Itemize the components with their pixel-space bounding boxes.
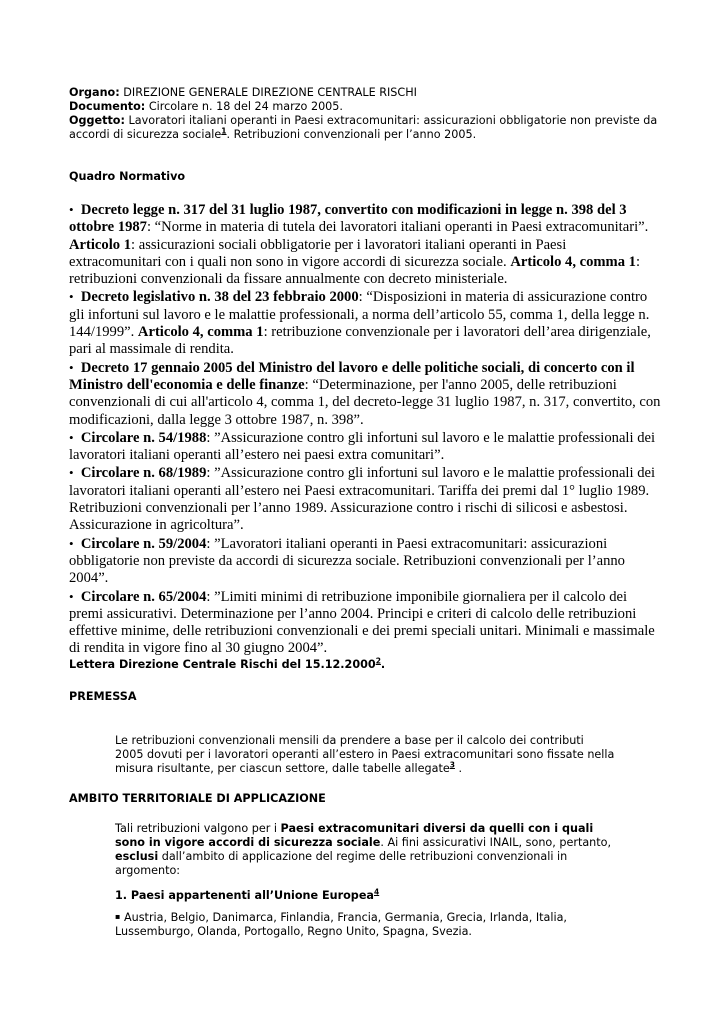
bullet-icon: • [69, 359, 74, 375]
norma-item: • Circolare n. 54/1988: ”Assicurazione contro gli infortuni sul lavoro e le malattie professionali dei lavoratori italiani operanti all’estero nei paesi extra comunitari”. [69, 429, 656, 464]
bullet-icon: • [69, 535, 74, 551]
footnote-link-4[interactable]: 4 [373, 887, 380, 897]
oggetto-value: Lavoratori italiani operanti in Paesi extracomunitari: assicurazioni obbligatorie non previste da accordi di sicurezza sociale [69, 114, 658, 141]
footnote-link-1[interactable]: 1 [221, 126, 227, 136]
square-bullet-icon: ▪ [115, 912, 121, 921]
norma-item: • Circolare n. 65/2004: ”Limiti minimi di retribuzione imponibile giornaliera per il calcolo dei premi assicurativi. Determinazione per l’anno 2004. Principi e criteri di calcolo delle retribuzioni effettive minime, delle retribuzioni convenzionali e dei premi speciali unitari. Minimali e massimale di rendita in vigore fino al 30 giugno 2004”. [69, 588, 655, 657]
footnote-link-3[interactable]: 3 [449, 760, 455, 770]
norma-item: • Circolare n. 68/1989: ”Assicurazione contro gli infortuni sul lavoro e le malattie professionali dei lavoratori italiani operanti all’estero nei Paesi extracomunitari. Tariffa dei premi dal 1° luglio 1989. Retribuzioni convenzionali per l’anno 1989. Assicurazione contro i rischi di silicosi e asbestosi. Assicurazione in agricoltura”. [69, 465, 656, 534]
oggetto-value-end: . Retribuzioni convenzionali per l’anno 2005. [226, 128, 477, 141]
oggetto-label: Oggetto: [69, 114, 125, 127]
bullet-icon: • [69, 289, 74, 305]
ambito-paragraph: Tali retribuzioni valgono per i Paesi extracomunitari diversi da quelli con i quali sono in vigore accordi di sicurezza sociale. Ai fini assicurativi INAIL, sono, pertanto, esclusi dall’ambito di applicazione del regime delle retribuzioni convenzionali in argomento: [115, 822, 612, 877]
footnote-link-2[interactable]: 2 [375, 656, 381, 666]
norma-item: • Decreto legislativo n. 38 del 23 febbraio 2000: “Disposizioni in materia di assicurazione contro gli infortuni sul lavoro e le malattie professionali, a norma dell’articolo 55, comma 1, della legge n. 144/1999”. Articolo 4, comma 1: retribuzione convenzionale per i lavoratori dell’area dirigenziale, pari al massimale di rendita. [69, 289, 651, 358]
ue-heading: 1. Paesi appartenenti all’Unione Europea$^4$ [115, 887, 380, 902]
norme-list [69, 201, 661, 658]
ambito-heading: AMBITO TERRITORIALE DI APPLICAZIONE [69, 792, 326, 805]
premessa-heading: PREMESSA [69, 690, 137, 703]
organo-value: DIREZIONE GENERALE DIREZIONE CENTRALE RISCHI [123, 86, 417, 99]
organo-label: Organo: [69, 86, 120, 99]
norma-item: • Decreto 17 gennaio 2005 del Ministro del lavoro e delle politiche sociali, di concerto con il Ministro dell'economia e delle finanze: “Determinazione, per l'anno 2005, delle retribuzioni convenzionali di cui all'articolo 4, comma 1, del decreto-legge 31 luglio 1987, n. 317, convertito, con modificazioni, dalla legge 3 ottobre 1987, n. 398”. [69, 359, 661, 428]
bullet-icon: • [69, 465, 74, 481]
organo-line [69, 86, 669, 100]
bullet-icon: • [69, 588, 74, 604]
quadro-normativo-heading: Quadro Normativo [69, 170, 186, 183]
documento-line [69, 100, 669, 114]
lettera-heading: Lettera Direzione Centrale Rischi del 15.12.2000$^2$. [69, 656, 386, 671]
documento-value: Circolare n. 18 del 24 marzo 2005. [148, 100, 343, 113]
premessa-paragraph: Le retribuzioni convenzionali mensili da prendere a base per il calcolo dei contributi 2005 dovuti per i lavoratori operanti all’estero in Paesi extracomunitari sono fissate nella misura risultante, per ciascun settore, dalle tabelle allegate$^3$ . [115, 734, 615, 775]
bullet-icon: • [69, 202, 74, 217]
norma-item: • Decreto legge n. 317 del 31 luglio 1987, convertito con modificazioni in legge n. 398 del 3 ottobre 1987: “Norme in materia di tutela dei lavoratori italiani operanti in Paesi extracomunitari”. Articolo 1: assicurazioni sociali obbligatorie per i lavoratori italiani operanti in Paesi extracomunitari con i quali non sono in vigore accordi di sicurezza sociale. Articolo 4, comma 1: retribuzioni convenzionali da fissare annualmente con decreto ministeriale. [69, 202, 649, 288]
document-header [69, 86, 669, 142]
documento-label: Documento: [69, 100, 146, 113]
bullet-icon: • [69, 429, 74, 445]
oggetto-line [69, 114, 669, 142]
ue-countries-list: ▪ Austria, Belgio, Danimarca, Finlandia, Francia, Germania, Grecia, Irlanda, Italia, Lussemburgo, Olanda, Portogallo, Regno Unito, Spagna, Svezia. [115, 911, 567, 938]
norma-item: • Circolare n. 59/2004: ”Lavoratori italiani operanti in Paesi extracomunitari: assicurazioni obbligatorie non previste da accordi di sicurezza sociale. Retribuzioni convenzionali per l’anno 2004”. [69, 535, 625, 587]
